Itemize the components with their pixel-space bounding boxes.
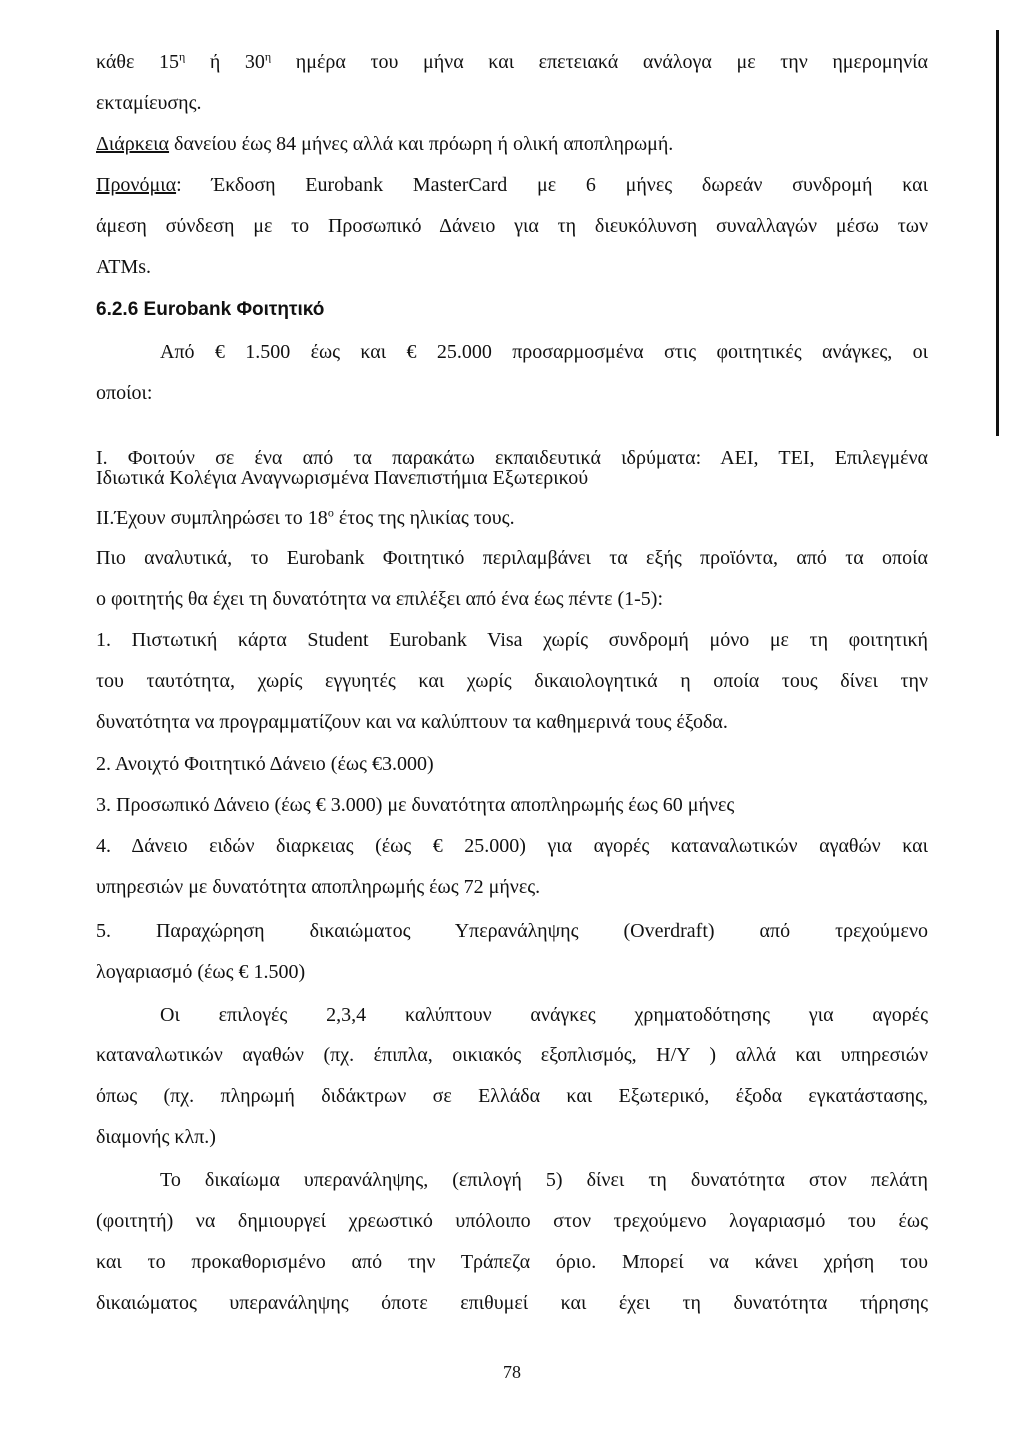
section-heading: 6.2.6 Eurobank Φοιτητικό xyxy=(96,299,325,320)
text-line: Διάρκεια δανείου έως 84 μήνες αλλά και πρόωρη ή ολική αποπληρωμή. xyxy=(96,133,674,155)
page-number: 78 xyxy=(503,1362,521,1382)
text-line: και το προκαθορισμένο από την Τράπεζα όριο. Μπορεί να κάνει χρήση του xyxy=(96,1251,928,1273)
text-line: 2. Ανοιχτό Φοιτητικό Δάνειο (έως €3.000) xyxy=(96,753,434,775)
text-line: δικαιώματος υπερανάληψης όποτε επιθυμεί και έχει τη δυνατότητα τήρησης xyxy=(96,1292,928,1314)
text-line: Προνόμια: Έκδοση Eurobank MasterCard με 6 μήνες δωρεάν συνδρομή και xyxy=(96,174,928,196)
text-line: όπως (πχ. πληρωμή διδάκτρων σε Ελλάδα και Εξωτερικό, έξοδα εγκατάστασης, xyxy=(96,1085,928,1107)
margin-rule xyxy=(996,30,999,436)
text-line: δυνατότητα να προγραμματίζουν και να καλύπτουν τα καθημερινά τους έξοδα. xyxy=(96,711,728,733)
text-line: καταναλωτικών αγαθών (πχ. έπιπλα, οικιακός εξοπλισμός, Η/Υ ) αλλά και υπηρεσιών xyxy=(96,1044,928,1066)
text-line: Πιο αναλυτικά, το Eurobank Φοιτητικό περιλαμβάνει τα εξής προϊόντα, από τα οποία xyxy=(96,547,928,569)
text-line: (φοιτητή) να δημιουργεί χρεωστικό υπόλοιπο στον τρεχούμενο λογαριασμό του έως xyxy=(96,1210,928,1232)
text-line: 1. Πιστωτική κάρτα Student Eurobank Visa χωρίς συνδρομή μόνο με τη φοιτητική xyxy=(96,629,928,651)
text-line: του ταυτότητα, χωρίς εγγυητές και χωρίς δικαιολογητικά η οποία τους δίνει την xyxy=(96,670,928,692)
text-line: 4. Δάνειο ειδών διαρκειας (έως € 25.000) για αγορές καταναλωτικών αγαθών και xyxy=(96,835,928,857)
text-line: υπηρεσιών με δυνατότητα αποπληρωμής έως 72 μήνες. xyxy=(96,876,541,898)
text-line: II.Έχουν συμπληρώσει το $18^o$ έτος της ηλικίας τους. xyxy=(96,505,515,529)
text-line: ο φοιτητής θα έχει τη δυνατότητα να επιλέξει από ένα έως πέντε (1-5): xyxy=(96,588,664,610)
text-line: κάθε $15^\eta$ ή $30^\eta$ ημέρα του μήνα και επετειακά ανάλογα με την ημερομηνία xyxy=(96,49,928,73)
text-line: Ιδιωτικά Κολέγια Αναγνωρισμένα Πανεπιστήμια Εξωτερικού xyxy=(96,467,589,489)
underlined-term: Διάρκεια xyxy=(96,133,170,155)
text-line: οποίοι: xyxy=(96,382,153,404)
text-line: εκταμίευσης. xyxy=(96,92,202,114)
text-line: διαμονής κλπ.) xyxy=(96,1126,216,1148)
text-line: ATMs. xyxy=(96,256,152,278)
text-line: 3. Προσωπικό Δάνειο (έως € 3.000) με δυνατότητα αποπληρωμής έως 60 μήνες xyxy=(96,794,735,816)
text-line: άμεση σύνδεση με το Προσωπικό Δάνειο για τη διευκόλυνση συναλλαγών μέσω των xyxy=(96,215,928,237)
text-line: Οι επιλογές 2,3,4 καλύπτουν ανάγκες χρηματοδότησης για αγορές xyxy=(160,1004,928,1026)
underlined-term: Προνόμια xyxy=(96,174,177,196)
text-line: I. Φοιτούν σε ένα από τα παρακάτω εκπαιδευτικά ιδρύματα: ΑΕΙ, ΤΕΙ, Επιλεγμένα xyxy=(96,447,928,469)
text-line: Το δικαίωμα υπερανάληψης, (επιλογή 5) δίνει τη δυνατότητα στον πελάτη xyxy=(160,1169,928,1191)
text-line: 5. Παραχώρηση δικαιώματος Υπερανάληψης (Overdraft) από τρεχούμενο xyxy=(96,920,928,942)
text-line: λογαριασμό (έως € 1.500) xyxy=(96,961,306,983)
text-line: Από € 1.500 έως και € 25.000 προσαρμοσμένα στις φοιτητικές ανάγκες, οι xyxy=(160,341,928,363)
